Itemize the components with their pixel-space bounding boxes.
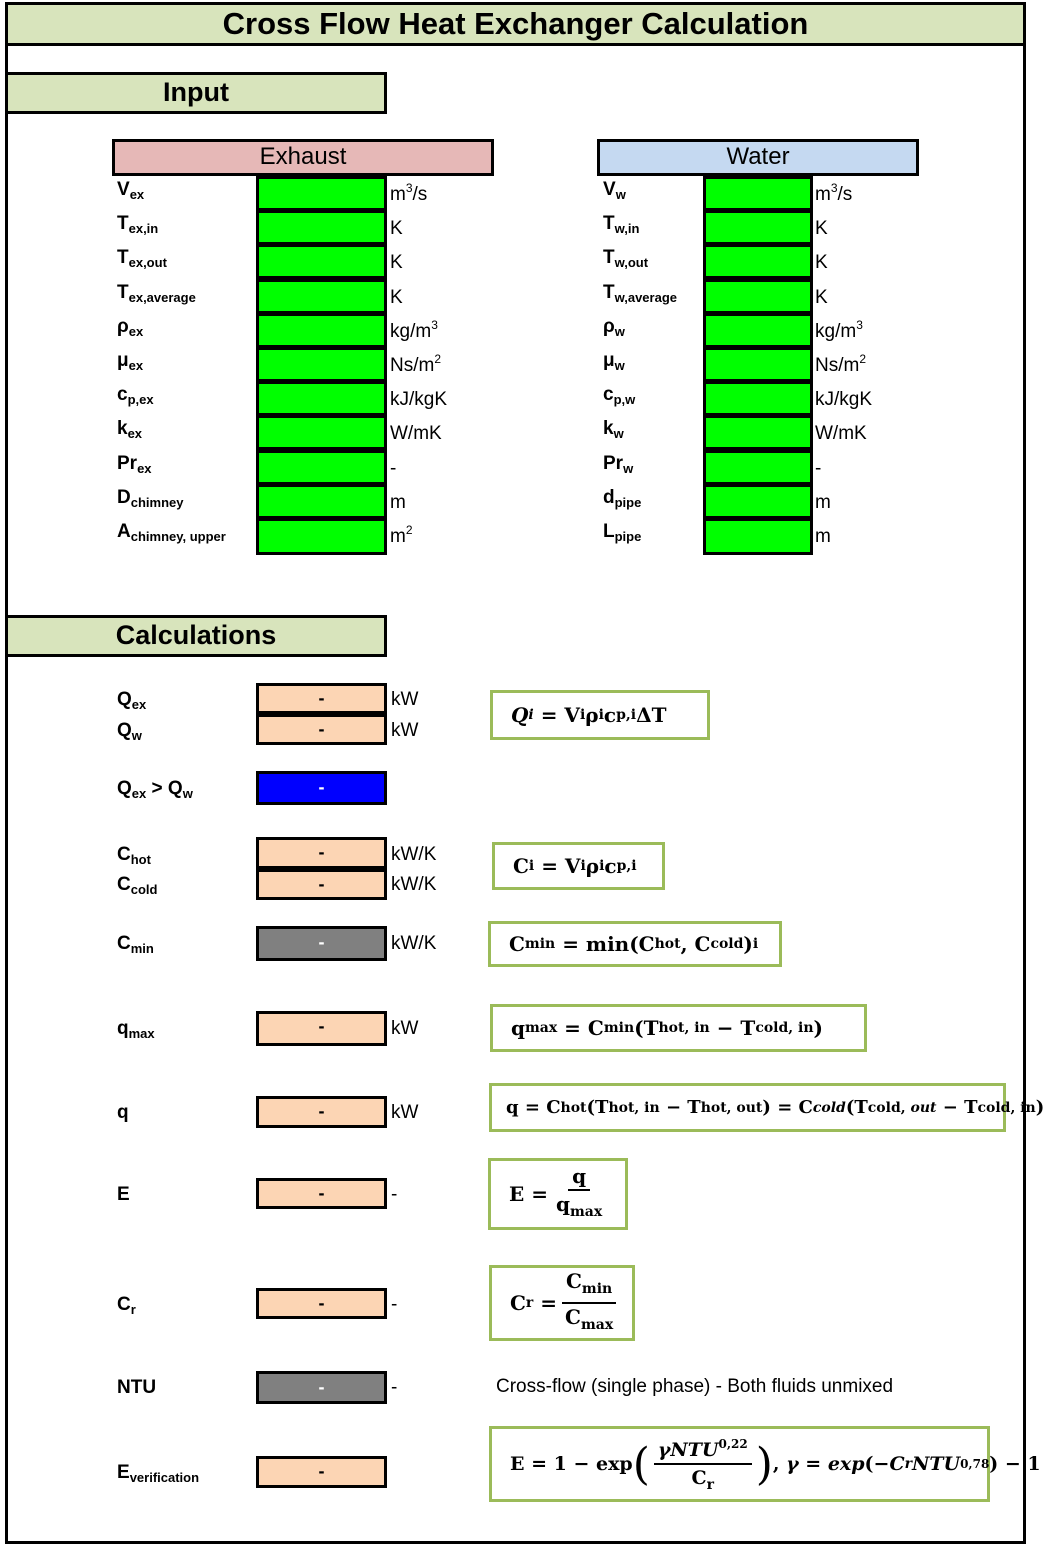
q-max-label: $q_{max}$ xyxy=(117,1018,155,1041)
c-r-label: $C_r$ xyxy=(117,1294,136,1317)
water-input-cell[interactable] xyxy=(703,450,813,485)
q-w-label: $Q_w$ xyxy=(117,720,142,743)
q-ex-unit: kW xyxy=(391,689,419,710)
q-max-formula: q max = C min (T hot, in − T cold, in ) xyxy=(490,1004,867,1052)
exhaust-row-label: $V_{ex}$ xyxy=(117,179,145,202)
heat-transfer-formula: q = C hot (T hot, in − T hot, out ) = C cold (T cold, out − T cold, in ) xyxy=(489,1083,1006,1132)
water-row-unit: W/mK xyxy=(815,423,867,445)
e-label: E xyxy=(117,1184,130,1205)
exhaust-input-cell[interactable] xyxy=(256,450,387,485)
water-row-unit: $m^3/s$ xyxy=(815,181,853,205)
ntu-cell[interactable]: - xyxy=(256,1371,387,1404)
water-input-cell[interactable] xyxy=(703,279,813,314)
q-cell[interactable]: - xyxy=(256,1096,387,1128)
water-row-unit: K xyxy=(815,286,828,308)
exhaust-row-label: $D_{chimney}$ xyxy=(117,486,184,510)
water-row-unit: m xyxy=(815,491,831,513)
water-row-label: $V_w$ xyxy=(603,179,626,202)
water-row-unit: $kg/m^3$ xyxy=(815,317,863,342)
c-min-formula: C min = min(C hot , C cold ) i xyxy=(488,921,782,967)
exhaust-row-unit: $m^2$ xyxy=(390,523,413,547)
exhaust-input-cell[interactable] xyxy=(256,176,387,211)
c-cold-unit: kW/K xyxy=(391,874,437,895)
water-input-cell[interactable] xyxy=(703,210,813,245)
exhaust-input-cell[interactable] xyxy=(256,518,387,555)
q-unit: kW xyxy=(391,1102,419,1123)
exhaust-row-unit: W/mK xyxy=(390,423,442,445)
capacity-rate-formula: C i = V i ρ i c p,i xyxy=(492,842,665,890)
exhaust-row-label: $\rho_{ex}$ xyxy=(117,315,144,339)
exhaust-row-label: $\mu_{ex}$ xyxy=(117,350,144,373)
c-min-unit: kW/K xyxy=(391,933,437,954)
c-cold-label: $C_{cold}$ xyxy=(117,874,158,897)
sheet-title: Cross Flow Heat Exchanger Calculation xyxy=(5,2,1026,46)
exhaust-row-label: $T_{ex,average}$ xyxy=(117,281,196,305)
water-row-unit: K xyxy=(815,252,828,274)
exhaust-input-cell[interactable] xyxy=(256,415,387,450)
water-row-label: $T_{w,average}$ xyxy=(603,281,678,305)
exhaust-row-unit: - xyxy=(390,457,397,479)
capacity-ratio-formula: C r = $\frac{C_{min}}{C_{max}}$ xyxy=(489,1265,635,1341)
c-min-cell[interactable]: - xyxy=(256,926,387,961)
c-min-label: $C_{min}$ xyxy=(117,933,154,956)
compare-label: $Q_{ex} > Q_w$ xyxy=(117,778,193,801)
water-row-label: $\rho_w$ xyxy=(603,315,625,339)
exhaust-row-label: $Pr_{ex}$ xyxy=(117,452,152,476)
exhaust-row-label: $T_{ex,out}$ xyxy=(117,247,167,271)
exhaust-row-unit: K xyxy=(390,252,403,274)
exhaust-row-unit: $Ns/m^2$ xyxy=(390,352,442,376)
water-row-unit: K xyxy=(815,218,828,240)
q-ex-cell[interactable]: - xyxy=(256,683,387,714)
water-row-label: $c_{p,w}$ xyxy=(603,384,636,408)
water-row-label: $\mu_w$ xyxy=(603,350,625,373)
exhaust-input-cell[interactable] xyxy=(256,244,387,279)
water-group-heading: Water xyxy=(597,139,919,176)
exhaust-input-cell[interactable] xyxy=(256,279,387,314)
input-section-heading: Input xyxy=(5,72,387,114)
exhaust-input-cell[interactable] xyxy=(256,347,387,382)
water-row-unit: $Ns/m^2$ xyxy=(815,352,867,376)
exhaust-group-heading: Exhaust xyxy=(112,139,494,176)
q-label: q xyxy=(117,1102,129,1123)
e-cell[interactable]: - xyxy=(256,1178,387,1209)
exhaust-row-label: $A_{chimney, upper}$ xyxy=(117,521,226,544)
q-max-unit: kW xyxy=(391,1018,419,1039)
water-input-cell[interactable] xyxy=(703,381,813,416)
c-cold-cell[interactable]: - xyxy=(256,869,387,900)
water-input-cell[interactable] xyxy=(703,313,813,348)
water-input-cell[interactable] xyxy=(703,176,813,211)
q-ex-label: $Q_{ex}$ xyxy=(117,689,147,712)
water-input-cell[interactable] xyxy=(703,347,813,382)
water-row-label: $k_w$ xyxy=(603,418,624,442)
c-r-unit: - xyxy=(391,1294,398,1315)
water-row-label: $Pr_w$ xyxy=(603,452,634,476)
e-verification-cell[interactable]: - xyxy=(256,1456,387,1488)
exhaust-input-cell[interactable] xyxy=(256,313,387,348)
exhaust-input-cell[interactable] xyxy=(256,484,387,519)
exhaust-row-label: $T_{ex,in}$ xyxy=(117,213,159,237)
water-input-cell[interactable] xyxy=(703,518,813,555)
exhaust-row-unit: kJ/kgK xyxy=(390,389,448,411)
c-hot-unit: kW/K xyxy=(391,844,437,865)
e-verification-label: $E_{verification}$ xyxy=(117,1462,200,1485)
ntu-label: NTU xyxy=(117,1377,157,1398)
q-max-cell[interactable]: - xyxy=(256,1011,387,1046)
exhaust-row-unit: K xyxy=(390,218,403,240)
ntu-unit: - xyxy=(391,1377,398,1398)
effectiveness-formula: E = $\frac{q}{q_{max}}$ xyxy=(488,1158,628,1230)
e-unit: - xyxy=(391,1184,398,1205)
heat-rate-formula: Q i = V i ρ i c p,i ΔT xyxy=(490,690,710,740)
water-input-cell[interactable] xyxy=(703,484,813,519)
water-row-label: $T_{w,in}$ xyxy=(603,213,640,237)
water-row-label: $L_{pipe}$ xyxy=(603,521,642,544)
water-row-unit: kJ/kgK xyxy=(815,389,873,411)
water-input-cell[interactable] xyxy=(703,244,813,279)
water-row-label: $d_{pipe}$ xyxy=(603,486,642,510)
exhaust-input-cell[interactable] xyxy=(256,210,387,245)
water-row-unit: - xyxy=(815,457,822,479)
water-input-cell[interactable] xyxy=(703,415,813,450)
exhaust-row-label: $c_{p,ex}$ xyxy=(117,384,154,408)
calculations-section-heading: Calculations xyxy=(5,615,387,657)
exhaust-row-unit: K xyxy=(390,286,403,308)
q-w-cell[interactable]: - xyxy=(256,714,387,745)
exhaust-row-label: $k_{ex}$ xyxy=(117,418,143,442)
water-row-label: $T_{w,out}$ xyxy=(603,247,649,271)
c-r-cell[interactable]: - xyxy=(256,1288,387,1319)
c-hot-label: $C_{hot}$ xyxy=(117,844,151,867)
exhaust-row-unit: $kg/m^3$ xyxy=(390,317,438,342)
q-w-unit: kW xyxy=(391,720,419,741)
effectiveness-verification-formula: E = 1 − exp ( $\frac{\gamma NTU^{0,22}}{C_r}$ ) , γ = exp (− C r NTU 0,78 ) − 1 xyxy=(489,1426,990,1502)
exhaust-row-unit: $m^3/s$ xyxy=(390,181,428,205)
exhaust-input-cell[interactable] xyxy=(256,381,387,416)
ntu-flow-note: Cross-flow (single phase) - Both fluids unmixed xyxy=(496,1376,894,1397)
exhaust-row-unit: m xyxy=(390,491,406,513)
c-hot-cell[interactable]: - xyxy=(256,837,387,869)
water-row-unit: m xyxy=(815,526,831,547)
compare-cell[interactable]: - xyxy=(256,771,387,805)
